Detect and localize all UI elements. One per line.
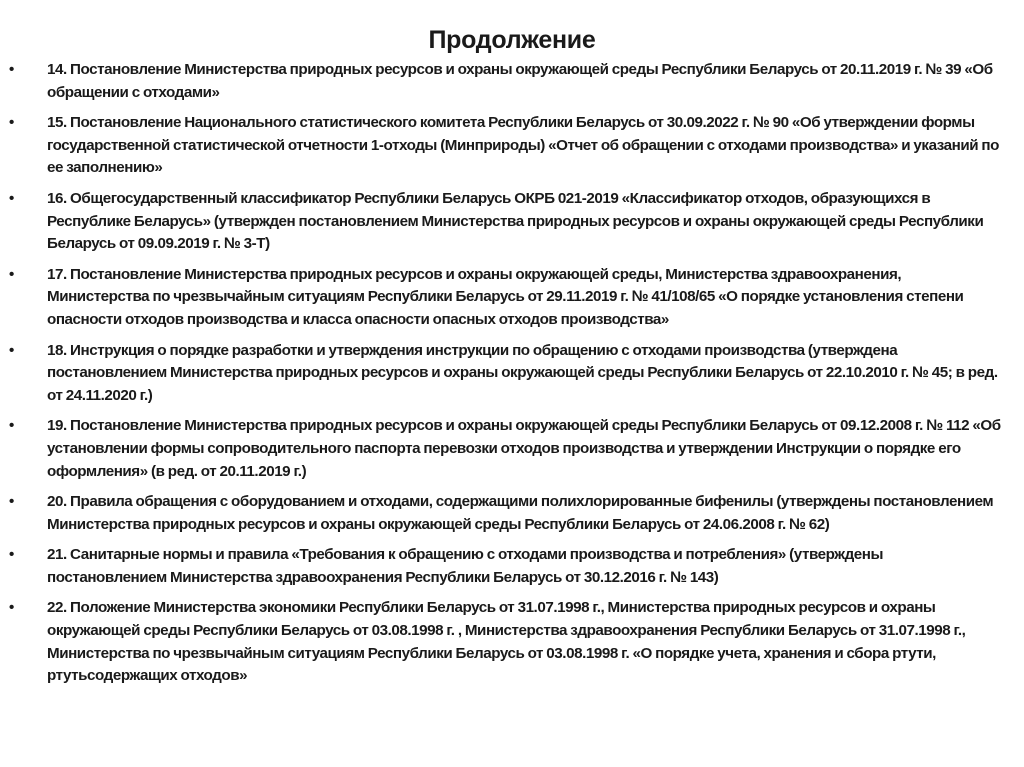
bullet-icon: • <box>9 599 14 617</box>
bullet-icon: • <box>9 493 14 511</box>
reference-item-18 <box>0 340 1024 408</box>
reference-text: 14. Постановление Министерства природных ресурсов и охраны окружающей среды Республики Беларусь от 20.11.2019 г. № 39 «Об обращении с отходами» <box>47 61 993 101</box>
bullet-icon: • <box>9 61 14 78</box>
bullet-icon: • <box>9 265 14 283</box>
reference-item-20 <box>0 491 1024 536</box>
reference-item-21 <box>0 544 1024 589</box>
reference-text: 21. Санитарные нормы и правила «Требования к обращению с отходами производства и потребления» (утверждены постановлением Министерства здравоохранения Республики Беларусь от 30.12.2016 г. № 143) <box>47 546 884 586</box>
reference-item-17 <box>0 264 1024 332</box>
reference-item-14 <box>0 59 1024 104</box>
reference-item-16 <box>0 188 1024 256</box>
reference-item-19 <box>0 415 1024 483</box>
reference-list <box>0 59 1024 696</box>
bullet-icon: • <box>9 189 14 207</box>
reference-text: 22. Положение Министерства экономики Республики Беларусь от 31.07.1998 г., Министерства природных ресурсов и охраны окружающей среды Республики Беларусь от 03.08.1998 г. , Министерства здравоохранения Республики Беларусь от 31.07.1998 г., Министерства по чрезвычайным ситуациям Республики Беларусь от 03.08.1998 г. «О порядке учета, хранения и сбора ртути, ртутьсодержащих отходов» <box>47 599 966 685</box>
reference-text: 16. Общегосударственный классификатор Республики Беларусь ОКРБ 021-2019 «Классификатор отходов, образующихся в Республике Беларусь» (утвержден постановлением Министерства природных ресурсов и охраны окружающей среды Республики Беларусь от 09.09.2019 г. № 3-Т) <box>47 189 984 253</box>
bullet-icon: • <box>9 546 14 564</box>
bullet-icon: • <box>9 341 14 359</box>
reference-item-15 <box>0 112 1024 180</box>
reference-text: 18. Инструкция о порядке разработки и утверждения инструкции по обращению с отходами производства (утверждена постановлением Министерства природных ресурсов и охраны окружающей среды Республики Беларусь от 22.10.2010 г. № 45; в ред. от 24.11.2020 г.) <box>47 341 998 404</box>
reference-text: 17. Постановление Министерства природных ресурсов и охраны окружающей среды, Министерства здравоохранения, Министерства по чрезвычайным ситуациям Республики Беларусь от 29.11.2019 г. № 41/108/65 «О порядке установления степени опасности отходов производства и класса опасности опасных отходов производства» <box>47 265 964 328</box>
reference-text: 20. Правила обращения с оборудованием и отходами, содержащими полихлорированные бифенилы (утверждены постановлением Министерства природных ресурсов и охраны окружающей среды Республики Беларусь от 24.06.2008 г. № 62) <box>47 493 994 533</box>
bullet-icon: • <box>9 114 14 132</box>
reference-item-22 <box>0 597 1024 687</box>
bullet-icon: • <box>9 417 14 435</box>
slide-title: Продолжение <box>428 25 596 54</box>
reference-text: 19. Постановление Министерства природных ресурсов и охраны окружающей среды Республики Беларусь от 09.12.2008 г. № 112 «Об установлении формы сопроводительного паспорта перевозки отходов производства и утверждении Инструкции о порядке его оформления» (в ред. от 20.11.2019 г.) <box>47 417 1001 480</box>
reference-text: 15. Постановление Национального статистического комитета Республики Беларусь от 30.09.2022 г. № 90 «Об утверждении формы государственной статистической отчетности 1-отходы (Минприроды) «Отчет об обращении с отходами производства» и указаний по ее заполнению» <box>47 114 999 177</box>
